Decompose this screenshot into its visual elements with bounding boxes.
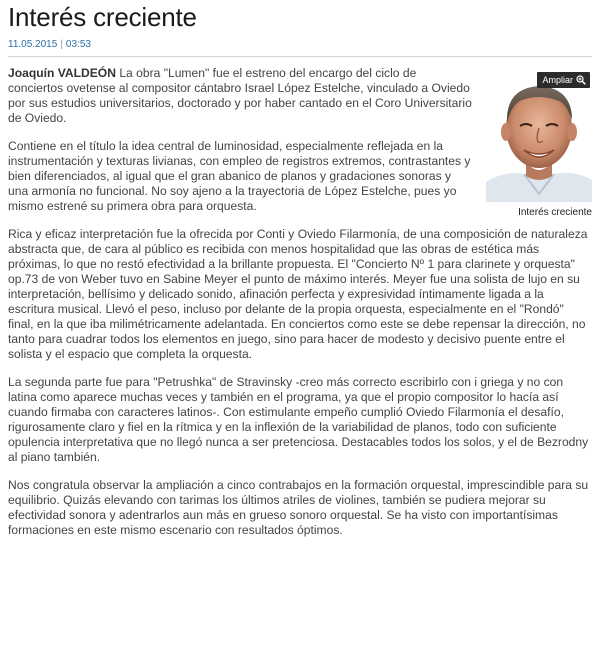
- paragraph: Rica y eficaz interpretación fue la ofrecida por Conti y Oviedo Filarmonía, de una composición de naturaleza abstracta que, de cara al público es recibida con menos hospitalidad que las obras de estética más próximas, lo que no restó efectividad a la brillante propuesta. El "Concierto Nº 1 para clarinete y orquesta" op.73 de von Weber tuvo en Sabine Meyer el punto de máximo interés. Meyer fue una solista de lujo en su interpretación, bellísimo y delicado sonido, afinación perfecta y expresividad íntimamente ligada a la escritura musical. Llevó el peso, incluso por delante de la propia orquesta, especialmente en el "Rondó" final, en la que iba milimétricamente adelantada. En conciertos como este se debe repensar la dirección, no tanto para cuadrar todos los elementos en juego, sino para hacer de modesto y decisivo puente entre el solista y el espacio que completa la orquesta.: [8, 227, 588, 361]
- paragraph-text: La obra "Lumen" fue el estreno del encargo del ciclo de conciertos ovetense al compositor cántabro Israel López Estelche, vinculado a Oviedo por sus estudios universitarios, doctorado y por haber cantado en el Coro Universitario de Oviedo.: [8, 66, 472, 125]
- zoom-label: Ampliar: [542, 75, 573, 85]
- portrait-image: [486, 70, 592, 202]
- article-body: [8, 66, 590, 551]
- title-divider: [8, 56, 592, 57]
- paragraph: La segunda parte fue para "Petrushka" de Stravinsky -creo más correcto escribirlo con i griega y no con latina como aparece muchas veces y también en el programa, ya que el propio compositor lo hacía así cuando firmaba con caracteres latinos-. Con estimulante empeño cumplió Oviedo Filarmonía el desafío, rigurosamente claro y fiel en la rítmica y en la inflexión de la variabilidad de planos, todo con suficiente opulencia interpretativa que no llegó nunca a ser pretenciosa. Destacables todos los solos, y el de Bezrodny al piano también.: [8, 375, 589, 464]
- zoom-button[interactable]: [537, 72, 590, 88]
- article-figure: [482, 70, 592, 220]
- article: [8, 0, 592, 537]
- meta-separator: |: [60, 39, 63, 50]
- article-time: 03:53: [65, 39, 91, 50]
- paragraph: Nos congratula observar la ampliación a cinco contrabajos en la formación orquestal, imprescindible para su equilibrio. Quizás elevando con tarimas los últimos atriles de violines, también se pudiera mejorar su efectividad sonora y adentrarlos aun más en grueso sonoro orquestal. Se ha visto con importantísimas formaciones en este mismo escenario con resultados óptimos.: [8, 478, 589, 537]
- article-date: 11.05.2015: [8, 39, 58, 50]
- paragraph: Contiene en el título la idea central de luminosidad, especialmente reflejada en la instrumentación y texturas livianas, con empleo de registros extremos, contrastantes y bien diferenciados, al igual que el gran abanico de planos y gradaciones sonoras y una armonía no funcional. No soy ajeno a la trayectoria de López Estelche, pues yo mismo estrené su primera obra para orquesta.: [8, 139, 471, 213]
- author-photo[interactable]: [486, 70, 592, 202]
- zoom-in-icon: [576, 75, 586, 85]
- image-caption: Interés creciente: [518, 207, 592, 218]
- article-meta: [8, 39, 590, 51]
- author-name: Joaquín VALDEÓN: [8, 66, 116, 80]
- article-title: Interés creciente: [8, 2, 197, 32]
